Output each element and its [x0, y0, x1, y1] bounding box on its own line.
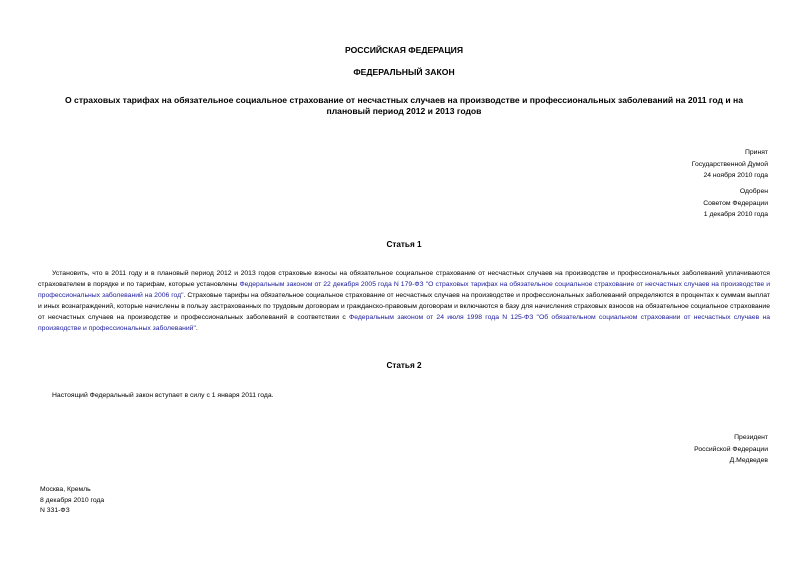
article-1-text [38, 268, 770, 334]
law-link-125-fz[interactable]: Федеральным законом от 24 июля 1998 года N 125-ФЗ "Об обязательном социальном страховании от несчастных случаев на производстве и профессиональных заболеваний" [38, 314, 770, 332]
law-number-line: N 331-ФЗ [40, 507, 70, 514]
law-title-line-2: плановый период 2012 и 2013 годов [326, 106, 482, 116]
article-1-text-part-3: . [195, 325, 198, 332]
article-1-text-part-2: . Страховые тарифы на обязательное социальное страхование от несчастных случаев на производстве и профессиональных заболеваний определяются в процентах к суммам выплат и иных вознаграждений, которые начислены в пользу застрахованных по трудовым договорам и гражданско-правовым договорам и включаются в базу для начисления страховых взносов на обязательное социальное страхование от несчастных случаев на производстве и профессиональных заболеваний в соответствии с [38, 292, 770, 321]
doc-type-heading: ФЕДЕРАЛЬНЫЙ ЗАКОН [353, 67, 455, 77]
law-title [38, 95, 770, 117]
law-link-179-fz[interactable]: Федеральным законом от 22 декабря 2005 года N 179-ФЗ "О страховых тарифах на обязательное социальное страхование от несчастных случаев на производстве и профессиональных заболеваний на 2006 год" [38, 281, 770, 299]
approved-line-1: Одобрен [739, 188, 768, 195]
place-date-block [40, 485, 104, 517]
signature-line-1: Президент [734, 434, 768, 441]
law-title-line-1: О страховых тарифах на обязательное социальное страхование от несчастных случаев на производстве и профессиональных заболеваний на 2011 год и на [64, 95, 744, 105]
approved-line-3: 1 декабря 2010 года [703, 211, 768, 218]
approved-line-2: Советом Федерации [703, 199, 768, 207]
place-line: Москва, Кремль [40, 486, 91, 493]
adopted-line-2: Государственной Думой [691, 160, 768, 168]
article-1-text-part-1: Установить, что в 2011 году и в плановый период 2012 и 2013 годов страховые взносы на обязательное социальное страхование от несчастных случаев на производстве и профессиональных заболеваний уплачиваются страхователем в порядке и по тарифам, которые установлены [38, 270, 770, 288]
document-page [38, 0, 770, 571]
country-heading: РОССИЙСКАЯ ФЕДЕРАЦИЯ [344, 45, 464, 55]
signature-line-3: Д.Медведев [729, 457, 768, 464]
date-line: 8 декабря 2010 года [40, 496, 105, 504]
article-2-text: Настоящий Федеральный закон вступает в силу с 1 января 2011 года. [52, 392, 274, 399]
adopted-line-3: 24 ноября 2010 года [703, 172, 768, 179]
article-2-title: Статья 2 [386, 361, 422, 370]
adopted-line-1: Принят [744, 149, 768, 156]
approved-block [703, 186, 768, 221]
article-1-title: Статья 1 [386, 240, 422, 249]
adopted-block [692, 147, 768, 182]
signature-block [694, 432, 768, 467]
signature-line-2: Российской Федерации [694, 445, 768, 453]
